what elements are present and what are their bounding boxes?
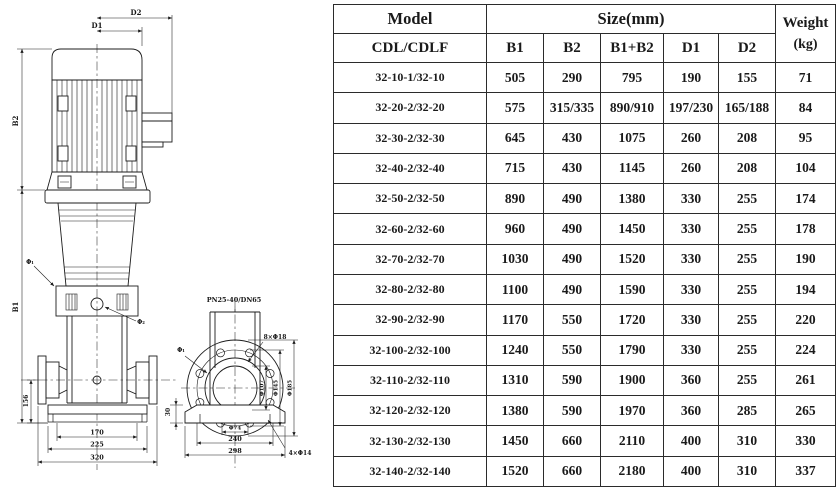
value-cell-b1b2: 1720	[601, 305, 664, 335]
value-cell-b1: 1100	[487, 274, 544, 304]
table-row	[334, 365, 836, 395]
value-cell-b1: 715	[487, 153, 544, 183]
value-cell-d1: 330	[664, 335, 719, 365]
value-cell-d1: 330	[664, 184, 719, 214]
table-row	[334, 335, 836, 365]
model-cell: 32-80-2/32-80	[334, 274, 487, 304]
value-cell-wt: 330	[776, 426, 836, 456]
pump-outline-drawing	[0, 0, 333, 489]
dim-label-b2: B2	[11, 115, 20, 127]
value-cell-b1b2: 1900	[601, 365, 664, 395]
value-cell-b2: 290	[544, 63, 601, 93]
value-cell-b1b2: 1790	[601, 335, 664, 365]
value-cell-b2: 590	[544, 396, 601, 426]
value-cell-b1: 575	[487, 93, 544, 123]
value-cell-d2: 255	[719, 184, 776, 214]
dim-label-dia145: Φ145	[273, 379, 280, 397]
drawing-pane	[0, 0, 333, 489]
table-row	[334, 63, 836, 93]
value-cell-d1: 330	[664, 274, 719, 304]
value-cell-b1b2: 1520	[601, 244, 664, 274]
value-cell-wt: 224	[776, 335, 836, 365]
table-row	[334, 184, 836, 214]
table-pane	[333, 0, 836, 489]
model-subheader: CDL/CDLF	[334, 34, 487, 63]
value-cell-b1: 1310	[487, 365, 544, 395]
value-cell-b2: 550	[544, 335, 601, 365]
value-cell-d2: 255	[719, 244, 776, 274]
table-row	[334, 123, 836, 153]
value-cell-d2: 255	[719, 335, 776, 365]
value-cell-b1b2: 2180	[601, 456, 664, 486]
weight-header	[776, 5, 836, 63]
port-diameter-label-3: Φ₁	[177, 347, 185, 354]
model-cell: 32-110-2/32-110	[334, 365, 487, 395]
port-diameter-label-1: Φ₁	[26, 259, 34, 266]
weight-unit-label: (kg)	[793, 37, 818, 53]
model-cell: 32-90-2/32-90	[334, 305, 487, 335]
bolt-circle-note: 8×Φ18	[263, 334, 287, 341]
col-header-d2: D2	[719, 34, 776, 63]
value-cell-b2: 590	[544, 365, 601, 395]
side-elevation-view	[38, 49, 172, 422]
dim-label-dia185: Φ185	[287, 379, 294, 397]
value-cell-d2: 155	[719, 63, 776, 93]
dim-label-156: 156	[23, 394, 30, 408]
table-row	[334, 426, 836, 456]
value-cell-wt: 265	[776, 396, 836, 426]
model-cell: 32-40-2/32-40	[334, 153, 487, 183]
value-cell-d1: 260	[664, 123, 719, 153]
dim-label-30: 30	[165, 407, 172, 417]
value-cell-b2: 315/335	[544, 93, 601, 123]
value-cell-d1: 190	[664, 63, 719, 93]
table-row	[334, 305, 836, 335]
table-row	[334, 153, 836, 183]
value-cell-b2: 490	[544, 244, 601, 274]
port-diameter-label-2: Φ₂	[137, 319, 145, 326]
model-cell: 32-30-2/32-30	[334, 123, 487, 153]
value-cell-b1: 505	[487, 63, 544, 93]
value-cell-b1: 1450	[487, 426, 544, 456]
value-cell-b2: 490	[544, 274, 601, 304]
value-cell-d2: 208	[719, 123, 776, 153]
value-cell-d2: 255	[719, 274, 776, 304]
header-row-2	[334, 34, 836, 63]
value-cell-d2: 285	[719, 396, 776, 426]
value-cell-d1: 400	[664, 426, 719, 456]
model-cell: 32-70-2/32-70	[334, 244, 487, 274]
value-cell-wt: 174	[776, 184, 836, 214]
value-cell-d1: 400	[664, 456, 719, 486]
value-cell-d2: 310	[719, 426, 776, 456]
dim-label-320: 320	[90, 453, 104, 462]
value-cell-wt: 337	[776, 456, 836, 486]
model-cell: 32-120-2/32-120	[334, 396, 487, 426]
value-cell-b1: 1170	[487, 305, 544, 335]
dim-label-d1: D1	[91, 21, 103, 30]
value-cell-wt: 261	[776, 365, 836, 395]
value-cell-b1b2: 1145	[601, 153, 664, 183]
value-cell-wt: 190	[776, 244, 836, 274]
col-header-b1: B1	[487, 34, 544, 63]
value-cell-d1: 330	[664, 214, 719, 244]
model-cell: 32-130-2/32-130	[334, 426, 487, 456]
value-cell-d1: 197/230	[664, 93, 719, 123]
dim-label-dia74: Φ74	[228, 425, 242, 432]
value-cell-wt: 95	[776, 123, 836, 153]
table-row	[334, 396, 836, 426]
value-cell-b1: 890	[487, 184, 544, 214]
value-cell-b1: 645	[487, 123, 544, 153]
dim-label-240: 240	[228, 435, 242, 443]
table-row	[334, 456, 836, 486]
dim-label-225: 225	[90, 440, 104, 449]
value-cell-wt: 104	[776, 153, 836, 183]
value-cell-wt: 84	[776, 93, 836, 123]
value-cell-d2: 255	[719, 214, 776, 244]
value-cell-b1: 1520	[487, 456, 544, 486]
value-cell-b1b2: 2110	[601, 426, 664, 456]
value-cell-d2: 310	[719, 456, 776, 486]
value-cell-b1b2: 890/910	[601, 93, 664, 123]
value-cell-b1: 1240	[487, 335, 544, 365]
table-row	[334, 93, 836, 123]
terminal-box	[142, 113, 172, 147]
model-cell: 32-60-2/32-60	[334, 214, 487, 244]
value-cell-wt: 220	[776, 305, 836, 335]
weight-header-label: Weight	[782, 14, 829, 31]
value-cell-b1b2: 795	[601, 63, 664, 93]
value-cell-b2: 490	[544, 214, 601, 244]
value-cell-b2: 550	[544, 305, 601, 335]
value-cell-wt: 194	[776, 274, 836, 304]
col-header-b1b2: B1+B2	[601, 34, 664, 63]
header-row-1	[334, 5, 836, 34]
value-cell-d1: 360	[664, 396, 719, 426]
value-cell-b1b2: 1075	[601, 123, 664, 153]
dim-label-298: 298	[228, 447, 242, 455]
value-cell-b1b2: 1380	[601, 184, 664, 214]
value-cell-b2: 430	[544, 123, 601, 153]
size-group-header: Size(mm)	[487, 5, 776, 34]
table-row	[334, 244, 836, 274]
value-cell-d1: 330	[664, 305, 719, 335]
model-cell: 32-10-1/32-10	[334, 63, 487, 93]
value-cell-b2: 660	[544, 456, 601, 486]
value-cell-b1: 960	[487, 214, 544, 244]
dimension-table	[333, 4, 836, 487]
model-header: Model	[334, 5, 487, 34]
table-row	[334, 274, 836, 304]
model-cell: 32-100-2/32-100	[334, 335, 487, 365]
flange-spec-label: PN25-40/DN65	[206, 296, 262, 304]
value-cell-b1b2: 1590	[601, 274, 664, 304]
value-cell-wt: 178	[776, 214, 836, 244]
col-header-d1: D1	[664, 34, 719, 63]
pump-base	[48, 405, 147, 422]
value-cell-b1b2: 1970	[601, 396, 664, 426]
value-cell-d2: 208	[719, 153, 776, 183]
value-cell-b2: 430	[544, 153, 601, 183]
col-header-b2: B2	[544, 34, 601, 63]
dim-label-d2: D2	[130, 8, 142, 17]
dim-label-170: 170	[90, 428, 104, 437]
value-cell-b2: 660	[544, 426, 601, 456]
model-cell: 32-20-2/32-20	[334, 93, 487, 123]
value-cell-d1: 330	[664, 244, 719, 274]
table-body	[334, 63, 836, 487]
base-bolt-note: 4×Φ14	[288, 450, 312, 457]
model-cell: 32-140-2/32-140	[334, 456, 487, 486]
value-cell-b1: 1380	[487, 396, 544, 426]
value-cell-b2: 490	[544, 184, 601, 214]
value-cell-d2: 255	[719, 365, 776, 395]
table-row	[334, 214, 836, 244]
value-cell-wt: 71	[776, 63, 836, 93]
dim-label-dia107: Φ107	[259, 379, 266, 397]
value-cell-d1: 260	[664, 153, 719, 183]
value-cell-b1b2: 1450	[601, 214, 664, 244]
dim-label-b1: B1	[11, 301, 20, 313]
value-cell-d2: 255	[719, 305, 776, 335]
value-cell-d1: 360	[664, 365, 719, 395]
value-cell-d2: 165/188	[719, 93, 776, 123]
value-cell-b1: 1030	[487, 244, 544, 274]
model-cell: 32-50-2/32-50	[334, 184, 487, 214]
